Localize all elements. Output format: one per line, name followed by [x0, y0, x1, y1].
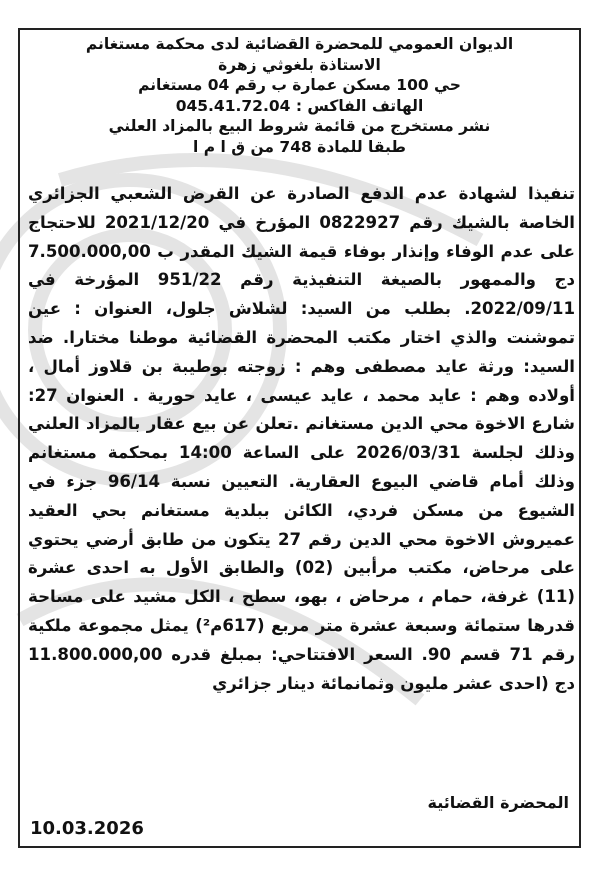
office-title: الديوان العمومي للمحضرة القضائية لدى محكمة مستغانم: [85, 35, 514, 53]
notice-title: نشر مستخرج من قائمة شروط البيع بالمزاد العلني: [108, 117, 491, 135]
notice-body: تنفيذا لشهادة عدم الدفع الصادرة عن القرض الشعبي الجزائري الخاصة بالشيك رقم 0822927 المؤرخ في 2021/12/20 للاحتجاج على عدم الوفاء وإنذار بوفاء قيمة الشيك المقدر ب 7.500.000,00 دج والممهور بالصيغة التنفيذية رقم 951/22 المؤرخة في 2022/09/11. بطلب من السيد: لشلاش جلول، العنوان : عين تموشنت والذي اختار مكتب المحضرة القضائية موطنا مختارا. ضد السيد: ورثة عايد مصطفى وهم : زوجته بوطيبة بن قلاوز أمال ، أولاده وهم : عايد محمد ، عايد عيسى ، عايد حورية . العنوان 27: شارع الاخوة محي الدين مستغانم .تعلن عن بيع عقار بالمزاد العلني وذلك لجلسة 2026/03/31 على الساعة 14:00 بمحكمة مستغانم وذلك أمام قاضي البيوع العقارية. التعيين نسبة 96/14 جزء في الشيوع من مسكن فردي، الكائن ببلدية مستغانم بحي العقيد عميروش الاخوة محي الدين رقم 27 يتكون من طابق أرضي يحتوي على مرحاض، مكتب مرأبين (02) والطابق الأول به احدى عشرة (11) غرفة، حمام ، مرحاض ، بهو، سطح ، الكل مشيد على مساحة قدرها ستمائة وسبعة عشرة متر مربع (617م²) يمثل مجموعة ملكية رقم 71 قسم 90. السعر الافتتاحي: بمبلغ قدره 11.800.000,00 دج (احدى عشر مليون وثمانمائة دينار جزائري: [28, 184, 575, 693]
footer: [30, 790, 569, 842]
office-phone: الهاتف الفاكس : 045.41.72.04: [175, 96, 424, 115]
bailiff-name: الاستاذة بلغوثي زهرة: [218, 55, 381, 74]
notice-date: 10.03.2026: [30, 818, 144, 839]
signature-label: المحضرة القضائية: [427, 793, 569, 812]
header: [30, 34, 569, 157]
legal-reference: طبقا للمادة 748 من ق ا م ا: [193, 137, 406, 156]
office-address: حي 100 مسكن عمارة ب رقم 04 مستغانم: [138, 76, 461, 94]
